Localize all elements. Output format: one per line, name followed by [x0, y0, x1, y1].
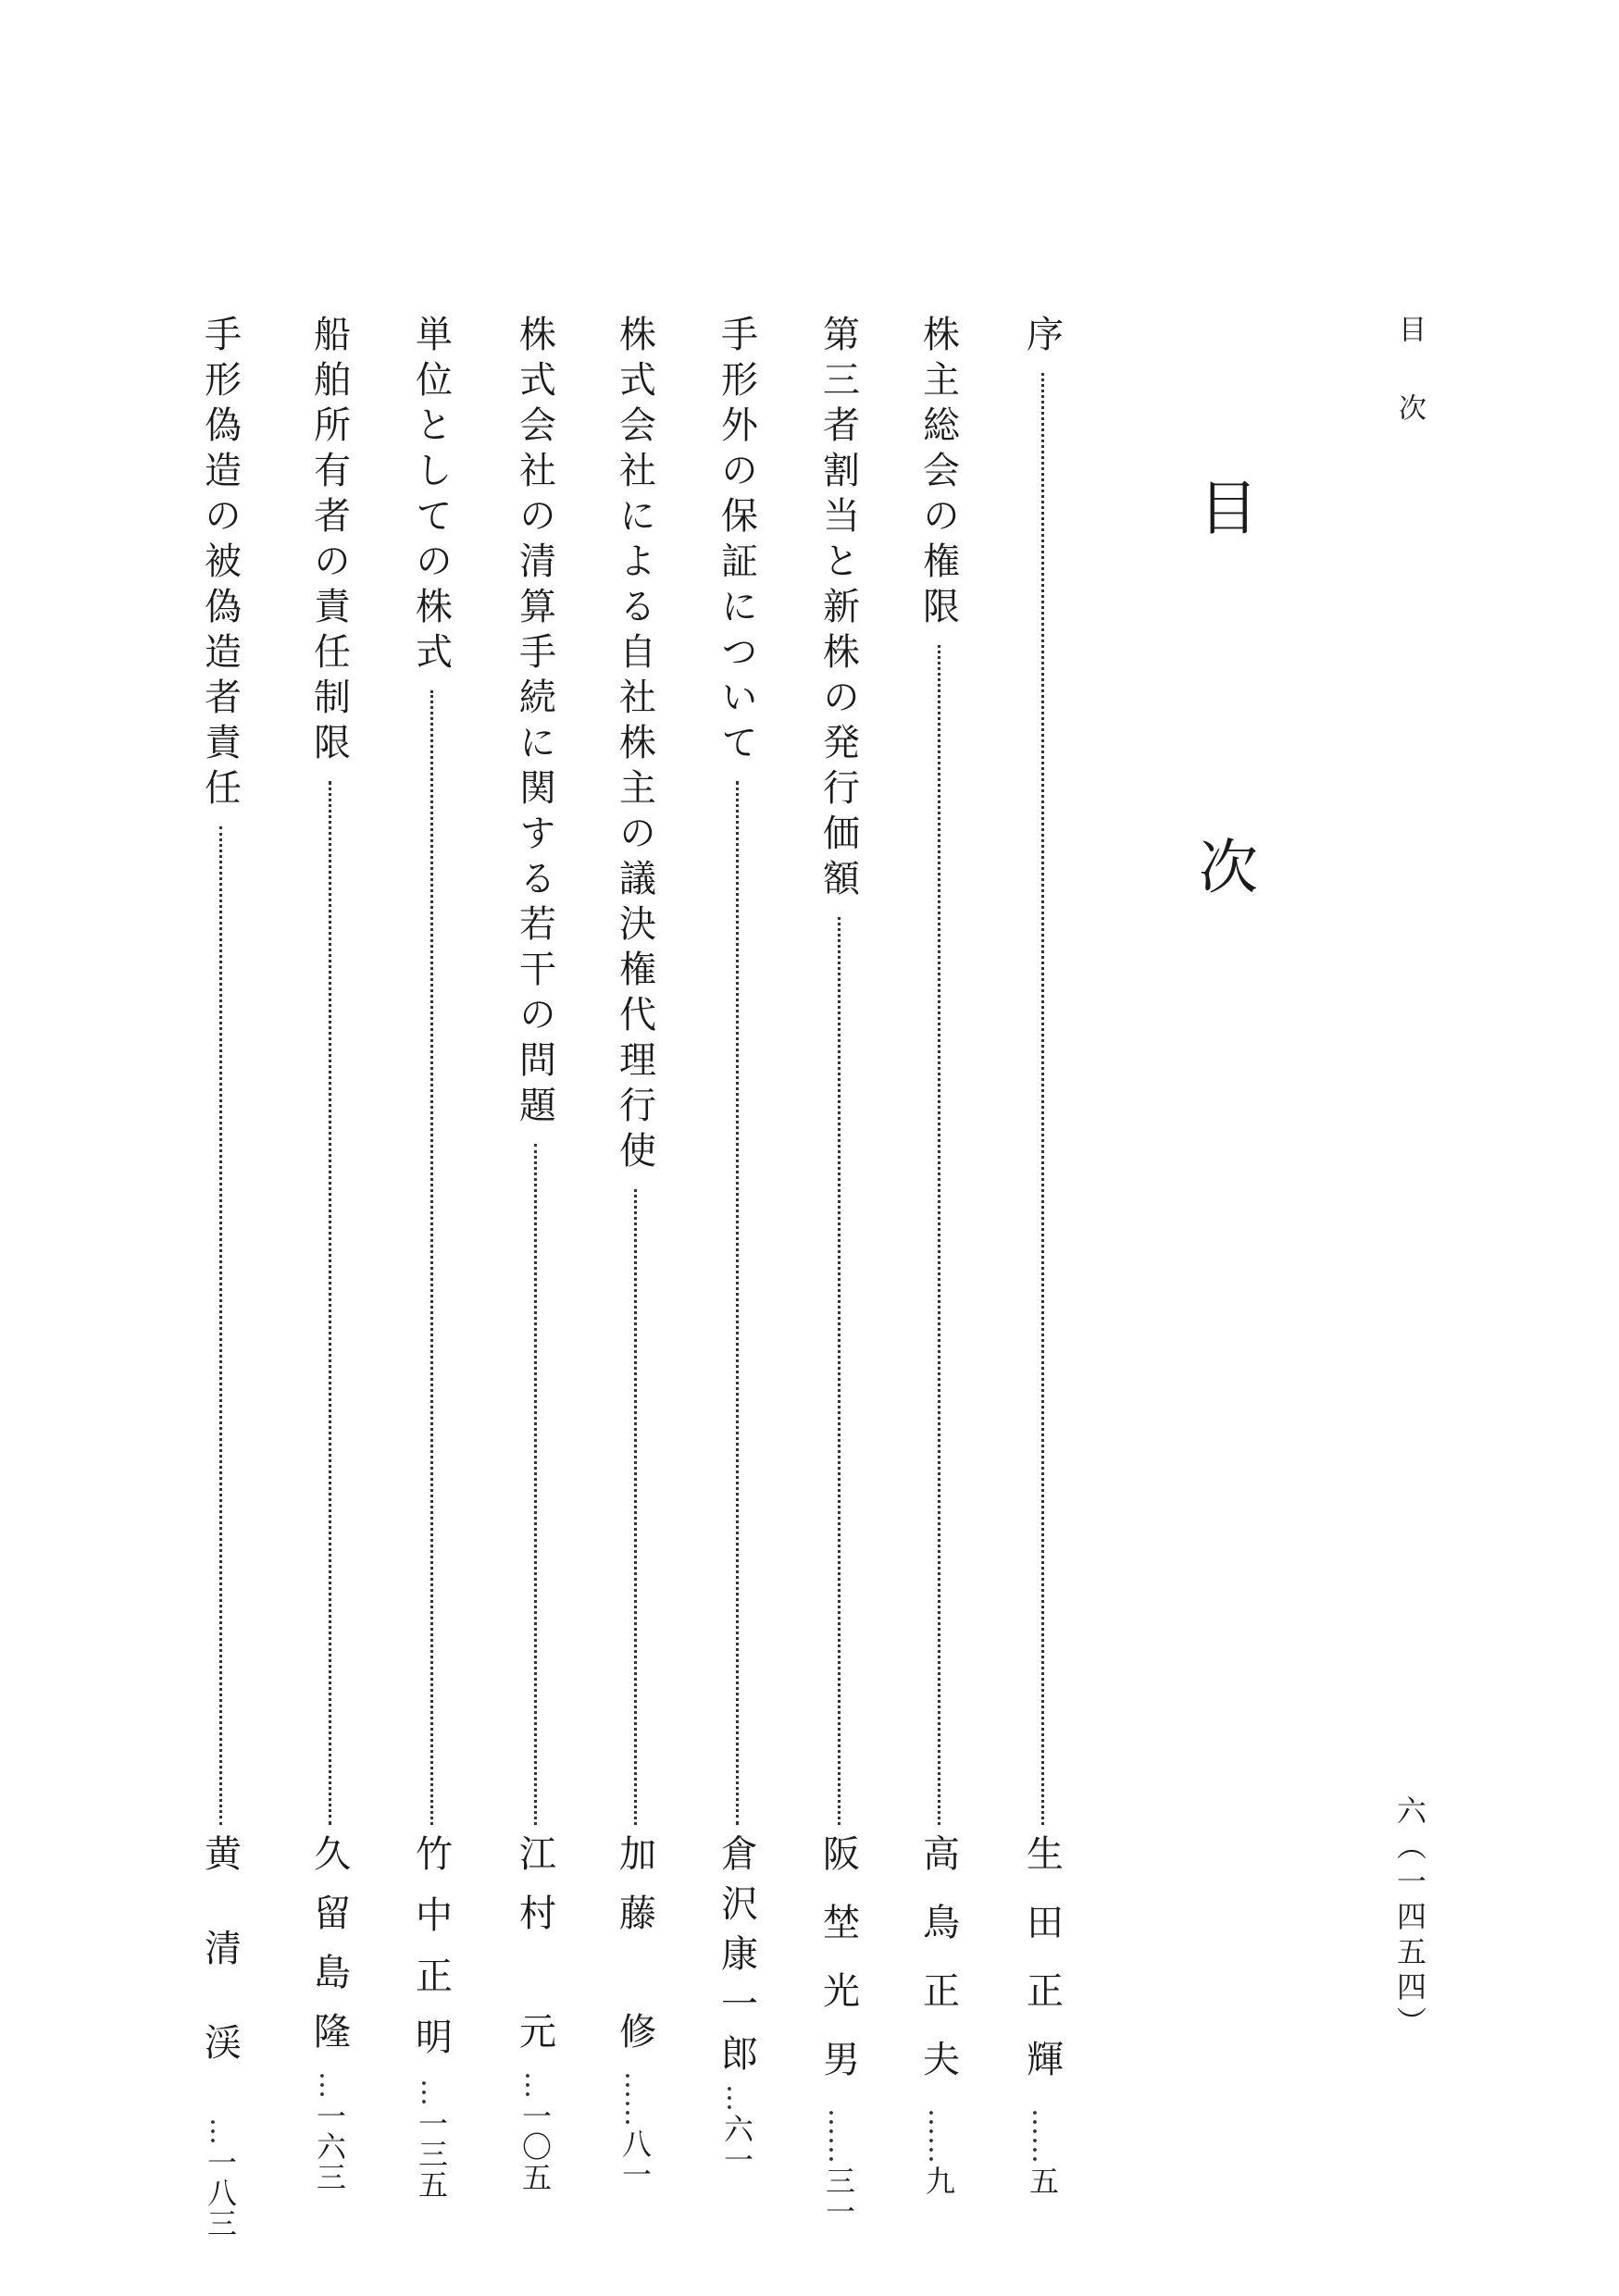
dot-leader	[838, 917, 841, 1825]
toc-entry-title: 株式会社による自社株主の議決権代理行使	[613, 315, 656, 1176]
toc-entry-page: 五	[1025, 2166, 1060, 2196]
dot-leader	[736, 781, 739, 1825]
toc-entry-author: 阪埜光男	[816, 1834, 860, 2108]
dot-leader: …	[720, 2084, 753, 2112]
dot-leader	[534, 1144, 537, 1825]
toc-entry-title: 株主総会の権限	[916, 315, 960, 632]
dot-leader	[329, 781, 331, 1825]
toc-entry-page: 三一	[821, 2166, 856, 2227]
page-folio: 六（一四五四）	[1392, 1795, 1427, 2042]
toc-entry-title: 船舶所有者の責任制限	[307, 315, 351, 768]
toc-entry-page: 一三五	[414, 2108, 449, 2200]
dot-leader	[938, 645, 940, 1825]
dot-leader	[219, 826, 222, 1825]
toc-entry	[915, 315, 963, 2196]
dot-leader: …	[518, 2071, 552, 2099]
toc-entry-title: 株式会社の清算手続に関する若干の問題	[513, 315, 556, 1131]
toc-entry	[407, 315, 455, 2200]
dot-leader: ……	[618, 2071, 652, 2127]
toc-entry-author: 加藤 修	[613, 1834, 656, 2071]
dot-leader: ……	[822, 2108, 855, 2164]
toc-entry-preface	[1018, 315, 1066, 2196]
toc-entry-page: 六一	[719, 2114, 754, 2175]
running-head: 目次	[1393, 315, 1426, 472]
toc-entry	[511, 315, 559, 2192]
toc-entry	[611, 315, 659, 2190]
dot-leader	[430, 690, 433, 1825]
toc-entry-author: 竹中正明	[409, 1834, 453, 2079]
toc-entry-page: 一八三	[203, 2147, 238, 2239]
dot-leader: …	[313, 2071, 346, 2099]
dot-leader	[634, 1189, 637, 1825]
dot-leader: …	[415, 2079, 448, 2106]
dot-leader: ……	[922, 2108, 955, 2164]
toc-entry-page: 九	[921, 2166, 956, 2196]
toc-entry-author: 江村 元	[513, 1834, 556, 2071]
page-title: 目 次	[1189, 477, 1257, 1015]
toc-entry-title: 第三者割当と新株の発行価額	[816, 315, 860, 904]
toc-entry	[713, 315, 761, 2175]
toc-entry-title: 序	[1020, 315, 1064, 360]
toc-entry-author: 倉沢康一郎	[715, 1834, 758, 2084]
toc-entry	[815, 315, 863, 2227]
toc-entry	[196, 315, 244, 2239]
toc-entry-title: 手形外の保証について	[715, 315, 758, 768]
dot-leader: ……	[1026, 2108, 1059, 2164]
toc-entry-author: 生田正輝	[1020, 1834, 1064, 2108]
toc-entry	[305, 315, 354, 2192]
toc-entry-title: 単位としての株式	[409, 315, 453, 677]
dot-leader: …	[204, 2117, 237, 2145]
toc-entry-page: 一六三	[312, 2101, 347, 2192]
toc-entry-page: 一〇五	[517, 2101, 553, 2192]
toc-entry-author: 高鳥正夫	[916, 1834, 960, 2108]
toc-entry-author: 黄清渓	[198, 1834, 242, 2117]
dot-leader	[1041, 373, 1044, 1825]
toc-entry-author: 久留島隆	[307, 1834, 351, 2071]
toc-entry-page: 八一	[617, 2128, 653, 2190]
toc-entry-title: 手形偽造の被偽造者責任	[198, 315, 242, 813]
